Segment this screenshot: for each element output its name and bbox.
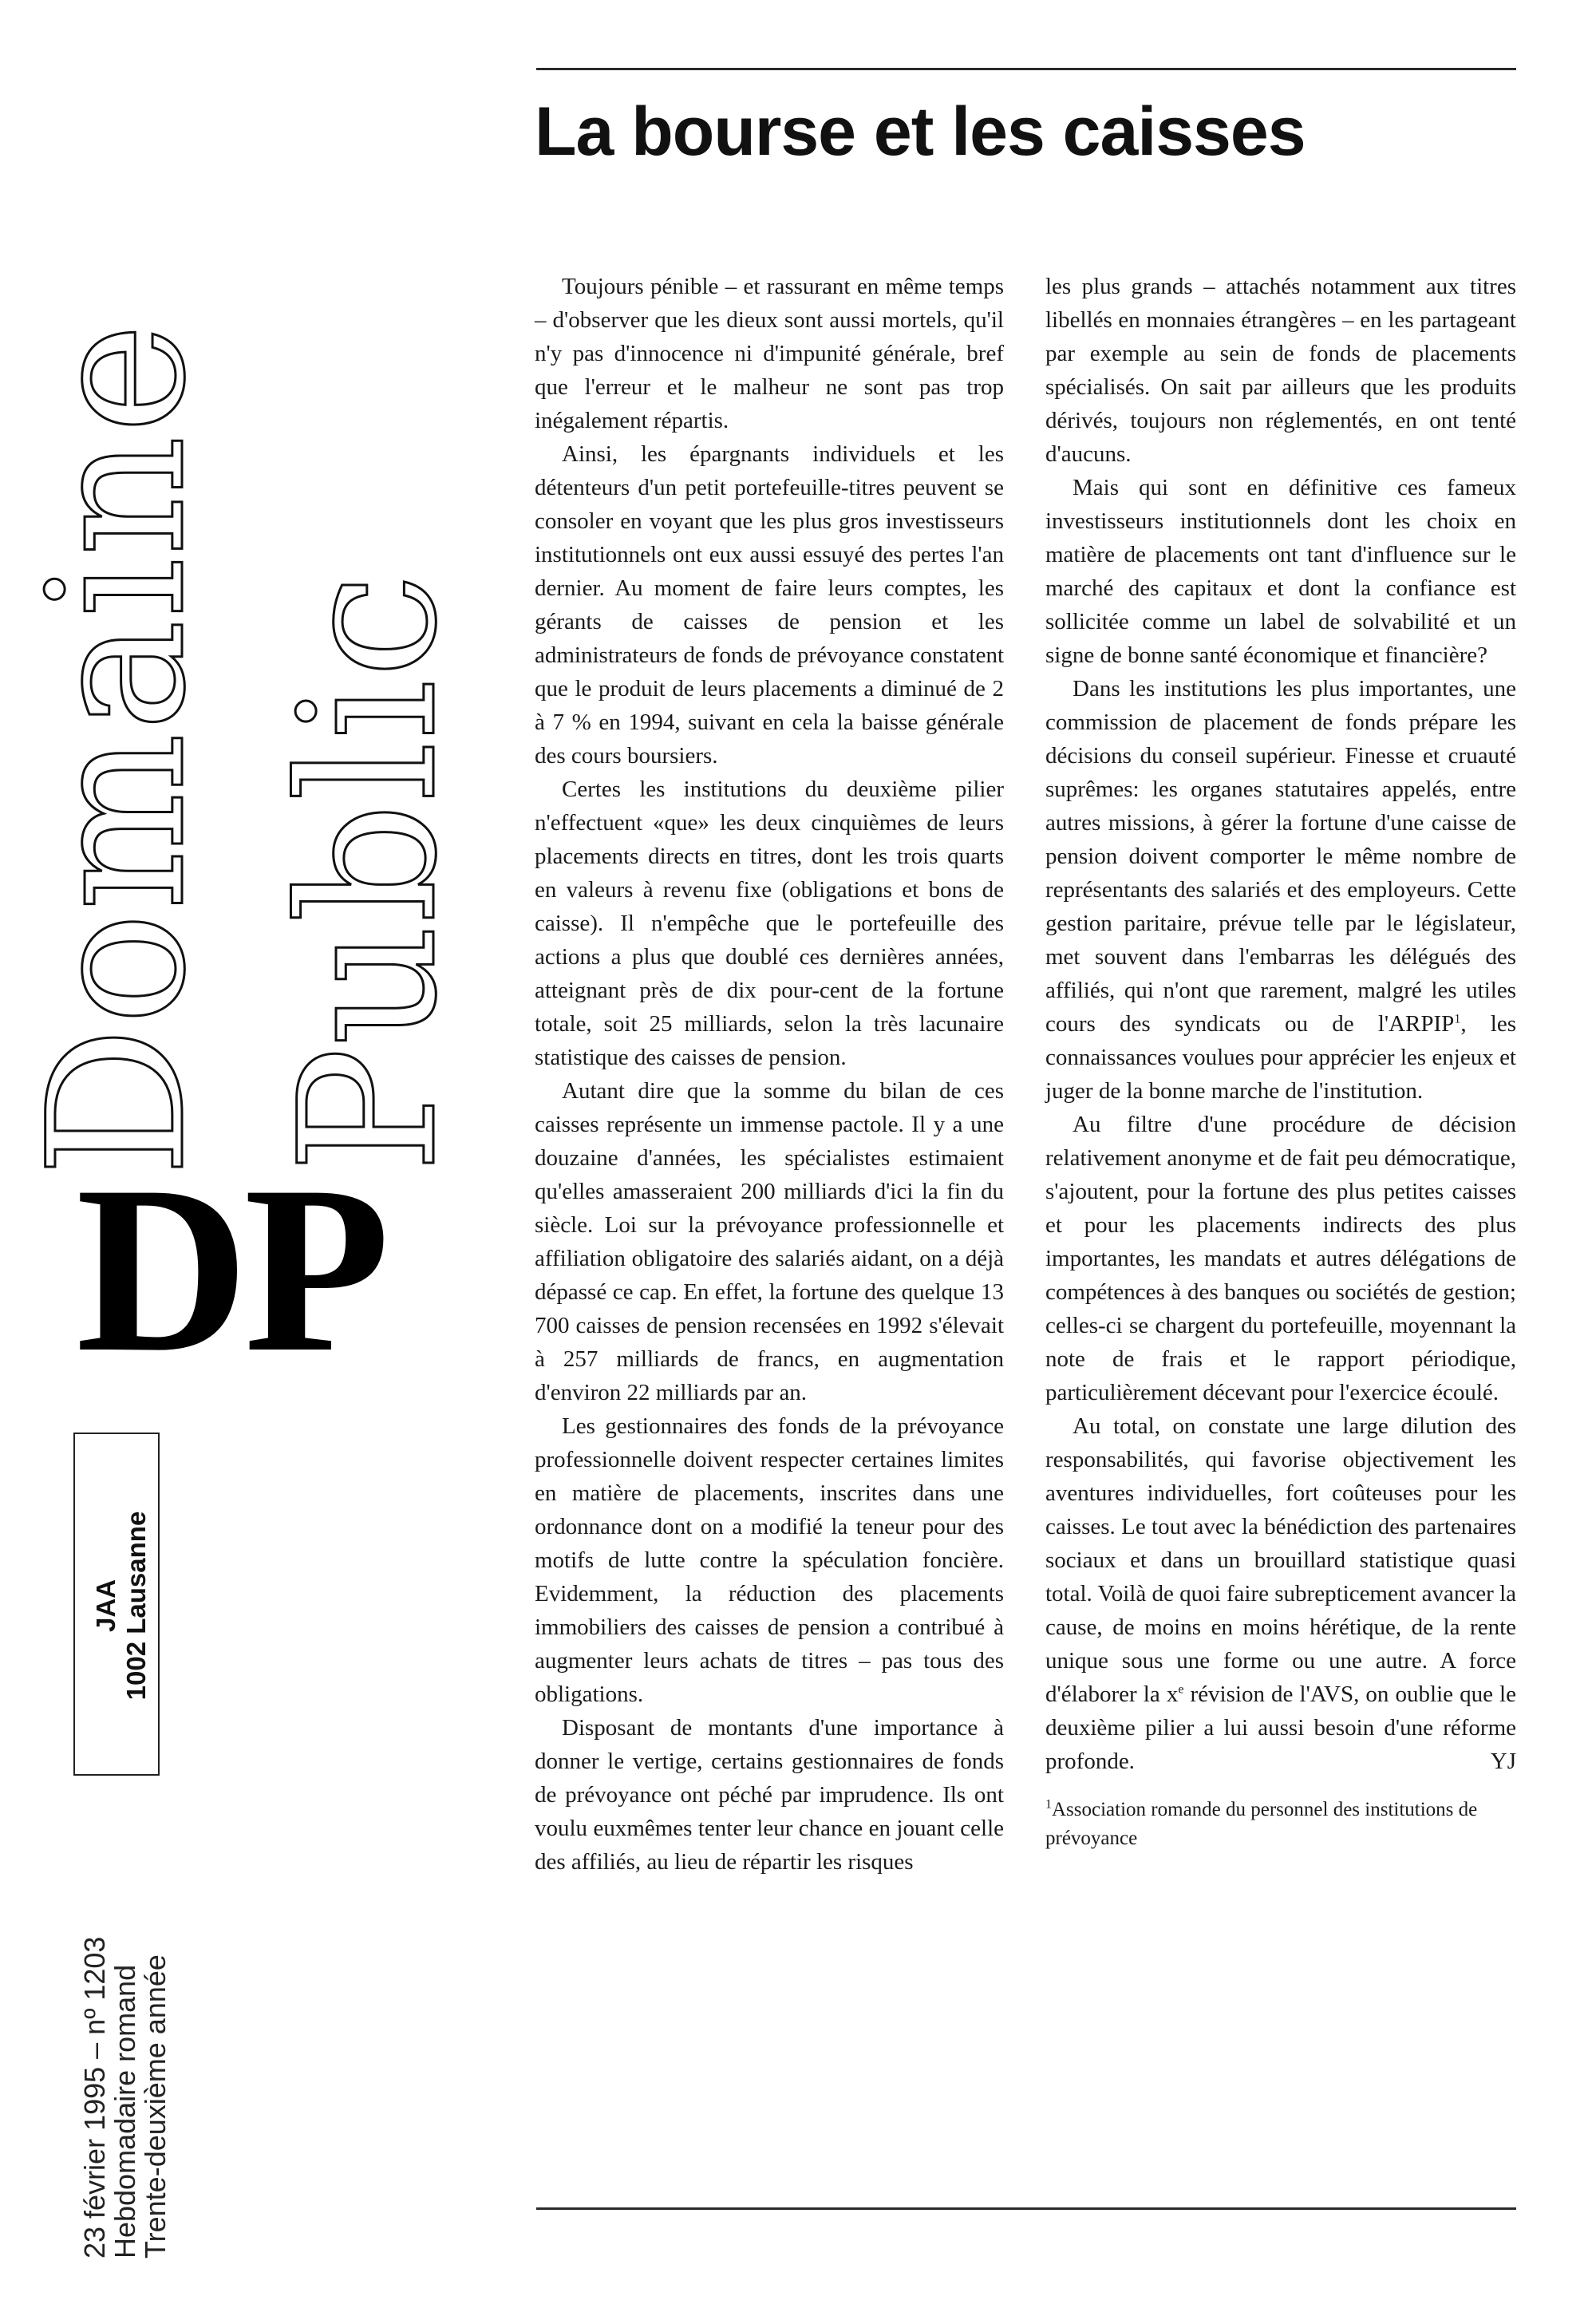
superscript-e: e [1178, 1682, 1184, 1697]
postal-box-line-1: JAA [91, 1579, 120, 1633]
issue-year: Trente-deuxième année [139, 1954, 172, 2259]
bottom-rule [536, 2207, 1516, 2210]
paragraph: Mais qui sont en définitive ces fameux investisseurs institutionnels dont les choix en matière de placements ont tant d'influence sur le marché des capitaux et dont la confiance est sollicitée comme un label de solvabilité et un signe de bonne santé économique et financière? [1045, 475, 1516, 668]
paragraph [1045, 672, 1516, 1108]
footnote-reference: 1 [1454, 1012, 1461, 1026]
paragraph: Autant dire que la somme du bilan de ces caisses représente un immense pactole. Il y a une douzaine d'années, les spécialistes estimaient qu'elles amasseraient 200 milliards d'ici la fin du siècle. Loi sur la prévoyance professionnelle et affiliation obligatoire des salariés aidant, on a déjà dépassé ce cap. En effet, la fortune des quelque 13 700 caisses de pension recensées en 1992 s'élevait à 257 milliards de francs, en augmentation d'environ 22 milliards par an. [535, 1078, 1004, 1405]
paragraph-text: , les connaissances voulues pour apprécier les enjeux et juger de la bonne marche de l'institution. [1045, 1011, 1516, 1104]
paragraph: Certes les institutions du deuxième pilier n'effectuent «que» les deux cinquièmes de leurs placements directs en titres, dont les trois quarts en valeurs à revenu fixe (obligations et bons de caisse). Il n'empêche que le portefeuille des actions a plus que doublé ces dernières années, atteignant près de dix pour-cent de la fortune totale, soit 25 milliards, selon la très lacunaire statistique des caisses de pension. [535, 777, 1004, 1070]
paragraph-text: Dans les institutions les plus importantes, une commission de placement de fonds prépare les décisions du conseil supérieur. Finesse et cruauté suprêmes: les organes statutaires appelés, entre autres missions, à gérer la fortune d'une caisse de pension doivent comporter le même nombre de représentants des salariés et des employeurs. Cette gestion paritaire, prévue telle par le législateur, met souvent dans l'embarras les délégués des affiliés, qui n'ont que rarement, malgré les utiles cours des syndicats ou de l'ARPIP [1045, 676, 1516, 1037]
issue-frequency: Hebdomadaire romand [109, 1964, 141, 2259]
top-rule [536, 68, 1516, 70]
paragraph: Ainsi, les épargnants individuels et les détenteurs d'un petit portefeuille-titres peuvent se consoler en voyant que les plus gros investisseurs institutionnels ont eux aussi essuyé des pertes l'an dernier. Au moment de faire leurs comptes, les gérants de caisses de pension et les administrateurs de fonds de prévoyance constatent que le produit de leurs placements a diminué de 2 à 7 % en 1994, suivant en cela la baisse générale des cours boursiers. [535, 441, 1004, 769]
footnote [1045, 1796, 1516, 1853]
masthead-title-line-1: Domaine [9, 321, 227, 1177]
dp-logo: DP [76, 1136, 385, 1401]
masthead-title-line-2: Public [260, 571, 478, 1173]
article-headline: La bourse et les caisses [535, 93, 1306, 170]
article-column-1 [535, 270, 1004, 1879]
postal-box [73, 1433, 160, 1776]
paragraph-text: révision de l'AVS, on oublie que le deuxième pilier a lui aussi besoin d'une réforme profonde. [1045, 1682, 1516, 1774]
paragraph [1045, 1409, 1516, 1778]
footnote-text: Association romande du personnel des institutions de prévoyance [1045, 1799, 1478, 1849]
paragraph: Toujours pénible – et rassurant en même temps – d'observer que les dieux sont aussi mortels, qu'il n'y pas d'innocence ni d'impunité générale, bref que l'erreur et le malheur ne sont pas trop inégalement répartis. [535, 274, 1004, 433]
issue-info [80, 1937, 171, 2259]
paragraph: Au filtre d'une procédure de décision relativement anonyme et de fait peu démocratique, s'ajoutent, pour la fortune des plus petites caisses et pour les placements indirects des plus importantes, les mandats et autres délégations de compétences à des banques ou sociétés de gestion; celles-ci se chargent du portefeuille, moyennant la note de frais et le rapport périodique, particulièrement décevant pour l'exercice écoulé. [1045, 1112, 1516, 1405]
article-column-2 [1045, 270, 1516, 1853]
issue-date-number: 23 février 1995 – nº 1203 [78, 1936, 111, 2259]
postal-box-line-2: 1002 Lausanne [121, 1511, 151, 1701]
paragraph: les plus grands – attachés notamment aux titres libellés en monnaies étrangères – en les partageant par exemple au sein de fonds de placements spécialisés. On sait par ailleurs que les produits dérivés, toujours non réglementés, en ont tenté d'aucuns. [1045, 274, 1516, 467]
footnote-marker: 1 [1045, 1797, 1052, 1812]
postal-box-text [91, 1454, 152, 1757]
paragraph: Disposant de montants d'une importance à donner le vertige, certains gestionnaires de fonds de prévoyance ont péché par imprudence. Ils ont voulu euxmêmes tenter leur chance en jouant celle des affiliés, au lieu de répartir les risques [535, 1715, 1004, 1875]
paragraph: Les gestionnaires des fonds de la prévoyance professionnelle doivent respecter certaines limites en matière de placements, inscrites dans une ordonnance dont on a modifié la teneur pour des motifs de lutte contre la spéculation foncière. Evidemment, la réduction des placements immobiliers des caisses de pension a contribué à augmenter leurs achats de titres – pas tous des obligations. [535, 1413, 1004, 1707]
paragraph-text: Au total, on constate une large dilution des responsabilités, qui favorise objectivement les aventures individuelles, fort coûteuses pour les caisses. Le tout avec la bénédiction des partenaires sociaux et dans un brouillard statistique quasi total. Voilà de quoi faire subrepticement avancer la cause, de moins en moins hérétique, de la rente unique sous une forme ou une autre. A force d'élaborer la x [1045, 1413, 1516, 1707]
author-signature: YJ [1490, 1749, 1516, 1774]
